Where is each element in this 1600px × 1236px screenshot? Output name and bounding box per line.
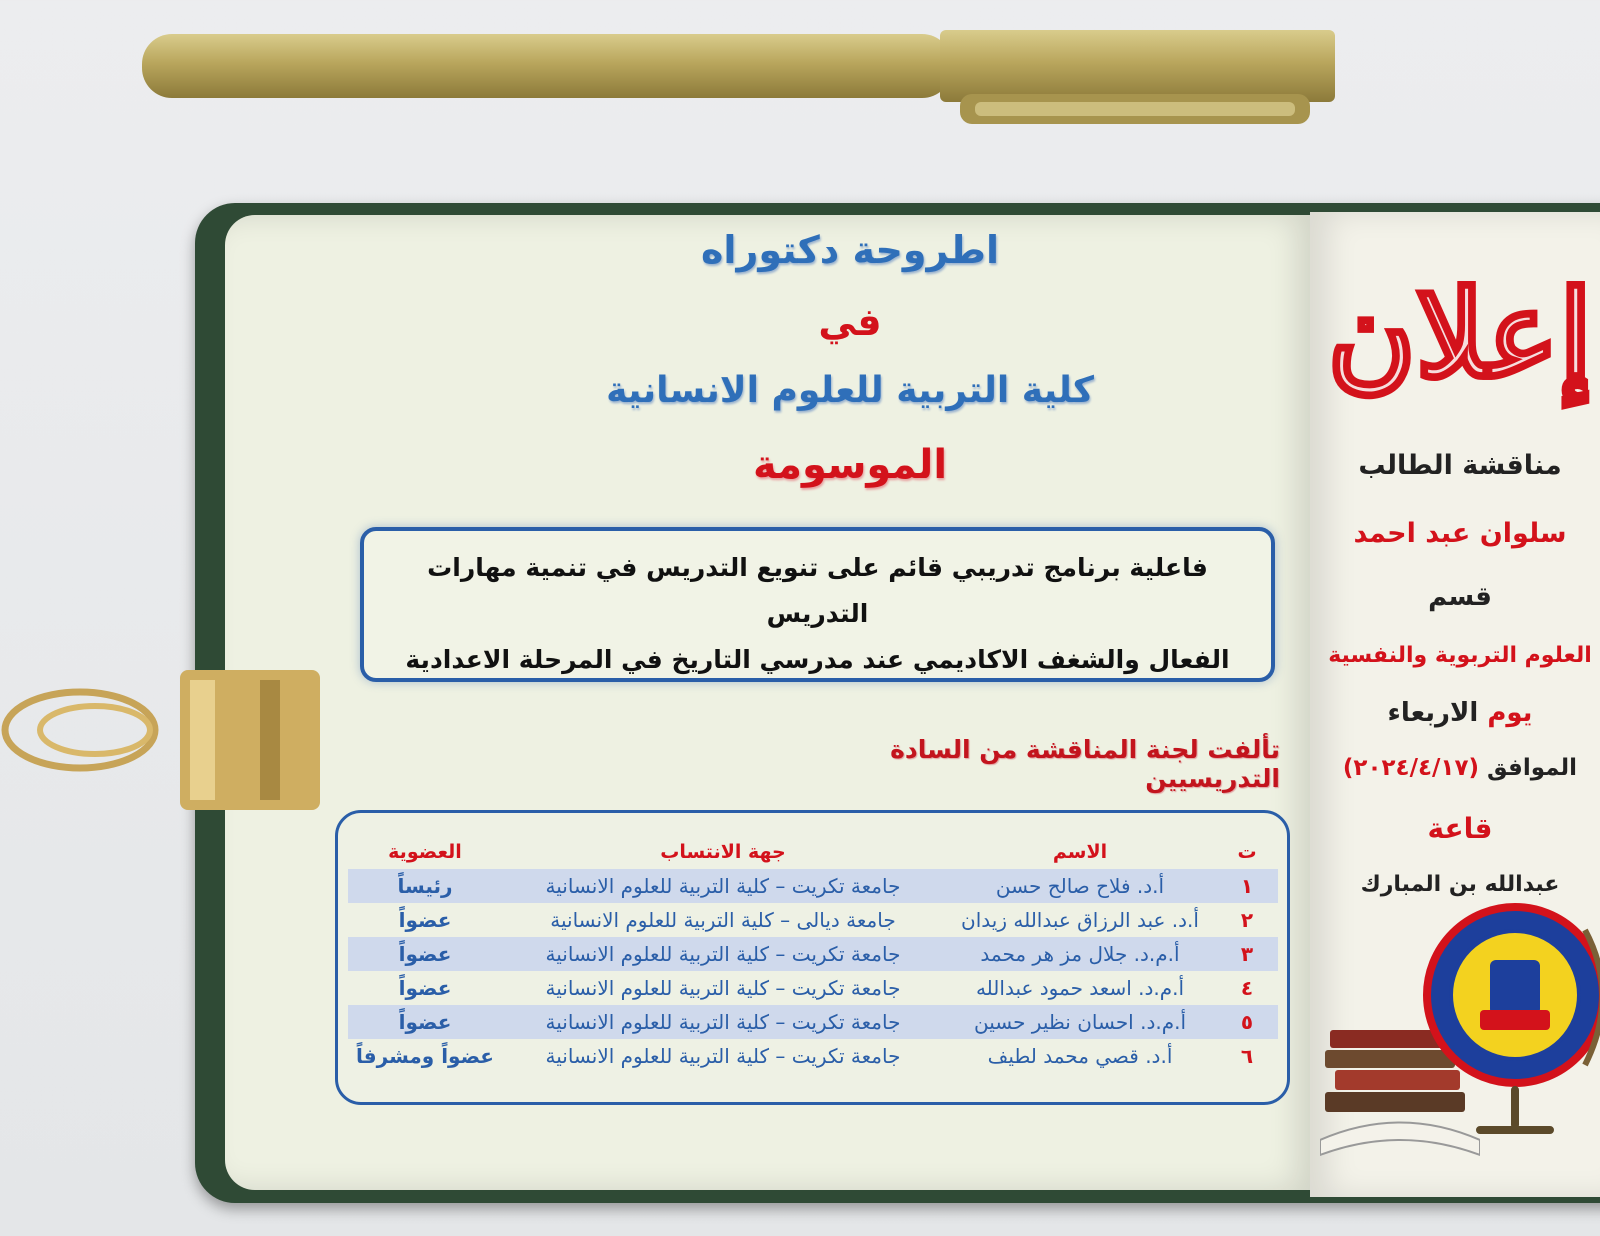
table-row [348, 1039, 1278, 1073]
row-name: أ.د. فلاح صالح حسن [944, 869, 1216, 903]
elan-text: إعلان [1327, 264, 1593, 405]
title-entitled: الموسومة [752, 442, 948, 488]
department-label: قسم [1428, 582, 1492, 612]
pen-image [140, 30, 1370, 130]
title-in: في [818, 300, 882, 344]
row-affiliation: جامعة تكريت – كلية التربية للعلوم الانسانية [502, 869, 944, 903]
row-role: عضواً [398, 908, 452, 932]
title-doctoral-thesis: اطروحة دكتوراه [700, 228, 999, 272]
day-prefix: يوم [1487, 698, 1533, 728]
thesis-title-line-1: فاعلية برنامج تدريبي قائم على تنويع التدريس في تنمية مهارات التدريس [427, 553, 1208, 628]
row-name: أ.د. عبد الرزاق عبدالله زيدان [961, 908, 1199, 932]
hall-name: عبدالله بن المبارك [1360, 872, 1560, 897]
row-number: ٤ [1240, 976, 1254, 1000]
table-row [348, 937, 1278, 971]
row-number: ٥ [1216, 1005, 1278, 1039]
row-name: أ.م.د. احسان نظير حسين [944, 1005, 1216, 1039]
thesis-title-box [360, 527, 1275, 682]
binder-clip-image [0, 660, 330, 820]
day-line [1310, 698, 1600, 728]
student-name: سلوان عبد احمد [1353, 518, 1567, 549]
committee-heading: تألفت لجنة المناقشة من السادة التدريسيين [890, 735, 1280, 793]
row-name: أ.م.د. اسعد حمود عبدالله [975, 976, 1185, 1000]
date-prefix: الموافق [1487, 755, 1578, 781]
thesis-title-line-2: الفعال والشغف الاكاديمي عند مدرسي التاريخ في المرحلة الاعدادية [405, 645, 1230, 674]
row-affiliation: جامعة تكريت – كلية التربية للعلوم الانسانية [502, 1005, 944, 1039]
department-name: العلوم التربوية والنفسية [1328, 643, 1592, 668]
row-number: ٢ [1240, 908, 1254, 932]
announcement-calligraphy-logo [1320, 226, 1600, 436]
college-seal-globe-image [1420, 900, 1600, 1150]
row-role: عضواً ومشرفاً [356, 1044, 494, 1068]
table-header-row [348, 835, 1278, 869]
row-role: رئيساً [348, 869, 502, 903]
row-role: عضواً [348, 937, 502, 971]
row-affiliation: جامعة تكريت – كلية التربية للعلوم الانسانية [502, 937, 944, 971]
table-row [348, 971, 1278, 1005]
table-row [348, 903, 1278, 937]
table-row [348, 869, 1278, 903]
discussion-label: مناقشة الطالب [1358, 450, 1562, 481]
date-line [1310, 755, 1600, 781]
row-affiliation: جامعة ديالى – كلية التربية للعلوم الانسانية [550, 908, 896, 932]
title-college: كلية التربية للعلوم الانسانية [606, 370, 1094, 411]
row-affiliation: جامعة تكريت – كلية التربية للعلوم الانسانية [545, 1044, 901, 1068]
hall-label: قاعة [1427, 812, 1493, 845]
header-affiliation: جهة الانتساب [660, 841, 786, 863]
committee-table-box [335, 810, 1290, 1105]
table-row [348, 1005, 1278, 1039]
header-role: العضوية [388, 841, 462, 863]
row-role: عضواً [348, 1005, 502, 1039]
row-number: ٣ [1216, 937, 1278, 971]
committee-table [348, 835, 1278, 1073]
header-name: الاسم [1052, 841, 1108, 863]
row-number: ١ [1216, 869, 1278, 903]
row-name: أ.م.د. جلال مز هر محمد [944, 937, 1216, 971]
date-value: (٢٠٢٤/٤/١٧) [1342, 755, 1480, 781]
row-name: أ.د. قصي محمد لطيف [987, 1044, 1173, 1068]
day-name: الاربعاء [1387, 698, 1479, 728]
row-role: عضواً [398, 976, 452, 1000]
header-number: ت [1237, 841, 1257, 863]
row-affiliation: جامعة تكريت – كلية التربية للعلوم الانسانية [545, 976, 901, 1000]
row-number: ٦ [1240, 1044, 1254, 1068]
